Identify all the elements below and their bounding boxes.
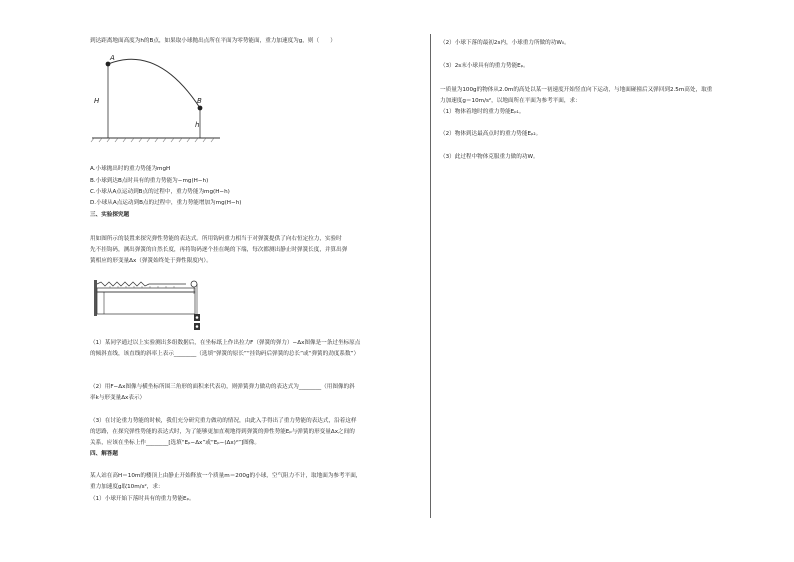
problem-q3: （3）此过程中物体克服重力做的功W。: [440, 154, 539, 160]
experiment-line-3: 簧相应的形变量Δx（弹簧始终处于弹性限度内）。: [90, 258, 212, 264]
exp-q3-line-3: 关系，应该在坐标上作________[选填“Eₚ−Δx”或“Eₚ−(Δx)²”]图像。: [90, 440, 260, 446]
right-q2: （2）小球下落的最初2s内，小球重力所做的功W₀。: [440, 40, 570, 46]
option-c: C.小球从A点运动到B点的过程中，重力势能为mg(H−h): [90, 189, 230, 195]
section3-title: 三、实验探究题: [90, 212, 130, 218]
answer-line-3: （1）小球开始下落时具有的重力势能Eₚ。: [90, 496, 195, 502]
experiment-line-1: 用如图所示的装置来探究弹性势能的表达式。所用钩码重力相当于对弹簧提供了向右恒定拉力，实验时: [90, 236, 342, 242]
exp-q3-line-2: 的思路，在探究弹性势能的表达式时，为了能够更加直观地得到弹簧的弹性势能Eₚ与弹簧的形变量Δx之间的: [90, 429, 355, 435]
exp-q2-line-2: 率k与形变量Δx表示）: [90, 395, 146, 401]
answer-line-1: 某人站在高H＝10m的楼顶上由静止开始释放一个质量m＝200g的小球，空气阻力不计，取地面为参考平面，: [90, 473, 362, 479]
figure-label-H: H: [94, 97, 100, 105]
figure-label-a: A: [110, 54, 115, 62]
exp-q1-line-1: （1）某同学通过以上实验测出多组数据后，在坐标纸上作出拉力F（弹簧的弹力）−Δx图像是一条过坐标原点: [90, 340, 361, 346]
answer-line-2: 重力加速度g取10m/s²，求：: [90, 484, 164, 490]
exp-q1-line-2: 的倾斜直线，该直线的斜率上表示________（选填“弹簧的原长”“挂钩码后弹簧的总长”或“弹簧的劲度系数”）: [90, 351, 360, 357]
option-b: B.小球到达B点时具有的重力势能为−mg(H−h): [90, 178, 209, 184]
problem-line-1: 一质量为100g的物体从2.0m的高处以某一初速度开始竖直向下运动，与地面碰撞后又弹回到2.5m高处，取重: [440, 87, 713, 93]
projectile-figure: [88, 50, 228, 150]
problem-q1: （1）物体着地时的重力势能Eₚ₁。: [440, 109, 525, 115]
option-d: D.小球从A点运动到B点的过程中，重力势能增加为mg(H−h): [90, 200, 242, 206]
problem-q2: （2）物体到达最高点时的重力势能Eₚ₂。: [440, 131, 542, 137]
spring-apparatus-figure: [90, 276, 220, 338]
option-a: A.小球抛出时的重力势能为mgH: [90, 166, 171, 172]
section4-title: 四、解答题: [90, 451, 118, 457]
problem-line-2: 力加速度g＝10m/s²，以地面所在平面为参考平面，求：: [440, 98, 581, 104]
figure-label-b: B: [197, 97, 202, 105]
question-intro-tail: 到达距离地面高度为h的B点，如果取小球抛出点所在平面为零势能面，重力加速度为g，则（ ）: [90, 38, 336, 44]
right-q3: （3）2s末小球具有的重力势能Eₚ。: [440, 63, 529, 69]
experiment-line-2: 先不挂钩码，测出弹簧的自然长度，再将钩码逐个挂在绳的下端，每次都测出静止时弹簧长度，并算出弹: [90, 247, 348, 253]
column-divider: [430, 34, 431, 518]
exp-q3-line-1: （3）在讨论重力势能的时候，我们充分研究重力做功的情况，由此入手得出了重力势能的表达式，沿着这样: [90, 418, 357, 424]
figure-label-h: h: [195, 121, 200, 129]
exp-q2-line-1: （2）用F−Δx图像与横坐标所围三角形的面积来代表功，则弹簧弹力做功的表达式为________（用图像的斜: [90, 384, 355, 390]
